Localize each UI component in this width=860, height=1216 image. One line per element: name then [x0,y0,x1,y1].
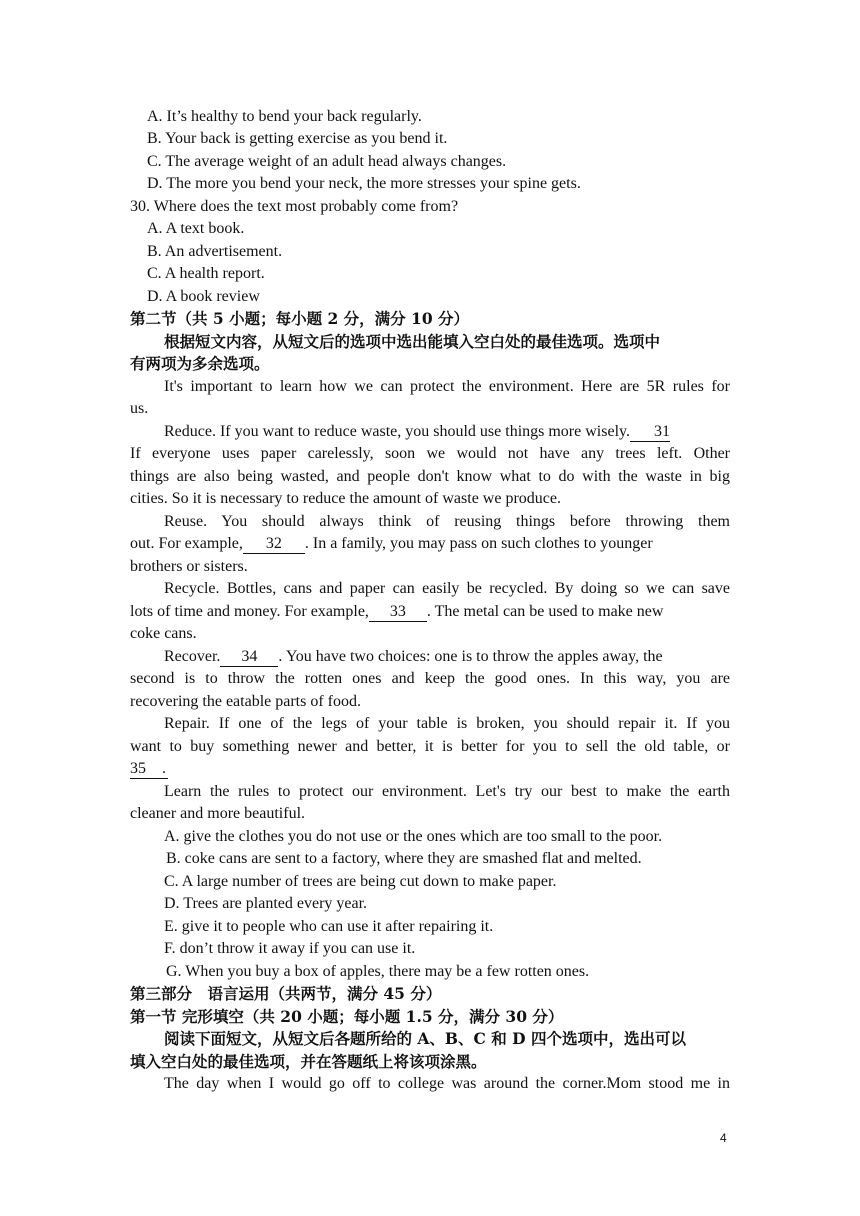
passage-p2-line3: things are also being wasted, and people don't know what to do with the waste in big [130,468,730,485]
section2-option-a: A. give the clothes you do not use or the ones which are too small to the poor. [164,828,663,845]
section2-heading: 第二节（共 5 小题；每小题 2 分，满分 10 分） [130,309,470,328]
passage-p3-text-a: out. For example, [130,535,243,552]
page-number: 4 [720,1131,727,1145]
q29-option-a: A. It’s healthy to bend your back regularly. [147,108,422,125]
section2-option-d: D. Trees are planted every year. [164,895,368,912]
section2-option-e: E. give it to people who can use it after repairing it. [164,918,494,935]
section2-instruction-1: 根据短文内容，从短文后的选项中选出能填入空白处的最佳选项。选项中 [164,332,661,351]
passage-p4-text-b: . The metal can be used to make new [426,603,664,620]
passage-p4-line3: coke cans. [130,625,197,642]
passage-p6-line2: want to buy something newer and better, it is better for you to sell the old table, or [130,738,730,755]
blank-35-end: . [162,760,166,777]
passage-p2-text: Reduce. If you want to reduce waste, you should use things more wisely. [164,423,630,440]
blank-35: 35 [130,760,160,779]
section2-instruction-2: 有两项为多余选项。 [130,354,270,373]
q30-option-b: B. An advertisement. [147,243,283,260]
section2-option-b: B. coke cans are sent to a factory, where they are smashed flat and melted. [166,850,642,867]
passage-p4-line2 [130,601,663,623]
blank-32: 32 [243,535,305,554]
passage-p2-line2: If everyone uses paper carelessly, soon we would not have any trees left. Other [130,445,730,462]
q30-option-c: C. A health report. [147,265,265,282]
passage-p3-line3: brothers or sisters. [130,558,248,575]
q29-option-d: D. The more you bend your neck, the more stresses your spine gets. [147,175,581,192]
blank-33: 33 [369,603,427,622]
part3-heading: 第三部分 语言运用（共两节，满分 45 分） [130,984,442,1003]
q30-option-d: D. A book review [147,288,260,305]
q30-option-a: A. A text book. [147,220,245,237]
section2-option-c: C. A large number of trees are being cut down to make paper. [164,873,557,890]
passage-p3-line2 [130,533,730,555]
passage-p4-line1: Recycle. Bottles, cans and paper can easily be recycled. By doing so we can save [164,580,730,597]
passage-p6-line3 [130,758,168,780]
passage-p5-line2: second is to throw the rotten ones and keep the good ones. In this way, you are [130,670,730,687]
blank-34: 34 [220,648,278,667]
passage-p1-line2: us. [130,400,149,417]
passage-p2-line4: cities. So it is necessary to reduce the amount of waste we produce. [130,490,561,507]
part3-instruction-2: 填入空白处的最佳选项，并在答题纸上将该项涂黑。 [130,1052,487,1071]
passage-p3-text-b: . In a family, you may pass on such clothes to younger [304,535,653,552]
passage-p5-line3: recovering the eatable parts of food. [130,693,362,710]
passage-p6-line1: Repair. If one of the legs of your table is broken, you should repair it. If you [164,715,730,732]
q29-option-b: B. Your back is getting exercise as you bend it. [147,130,448,147]
passage-p7-line1: Learn the rules to protect our environment. Let's try our best to make the earth [164,783,730,800]
part3-passage-line1: The day when I would go off to college was around the corner.Mom stood me in [164,1075,730,1092]
q29-option-c: C. The average weight of an adult head always changes. [147,153,507,170]
q30-question: 30. Where does the text most probably come from? [130,198,459,215]
section2-option-f: F. don’t throw it away if you can use it. [164,940,416,957]
passage-p5-text-b: . You have two choices: one is to throw the apples away, the [278,648,663,665]
section2-option-g: G. When you buy a box of apples, there may be a few rotten ones. [166,963,590,980]
passage-p2-line1 [164,421,670,443]
passage-p1-line1: It's important to learn how we can protect the environment. Here are 5R rules for [164,378,730,395]
passage-p5-text-a: Recover. [164,648,221,665]
part3-sub-heading: 第一节 完形填空（共 20 小题；每小题 1.5 分，满分 30 分） [130,1007,564,1026]
passage-p3-line1: Reuse. You should always think of reusing things before throwing them [164,513,730,530]
passage-p5-line1 [164,646,663,668]
part3-instruction-1: 阅读下面短文，从短文后各题所给的 A、B、C 和 D 四个选项中，选出可以 [164,1029,686,1048]
blank-31: 31 [630,423,670,442]
passage-p4-text-a: lots of time and money. For example, [130,603,369,620]
passage-p7-line2: cleaner and more beautiful. [130,805,306,822]
